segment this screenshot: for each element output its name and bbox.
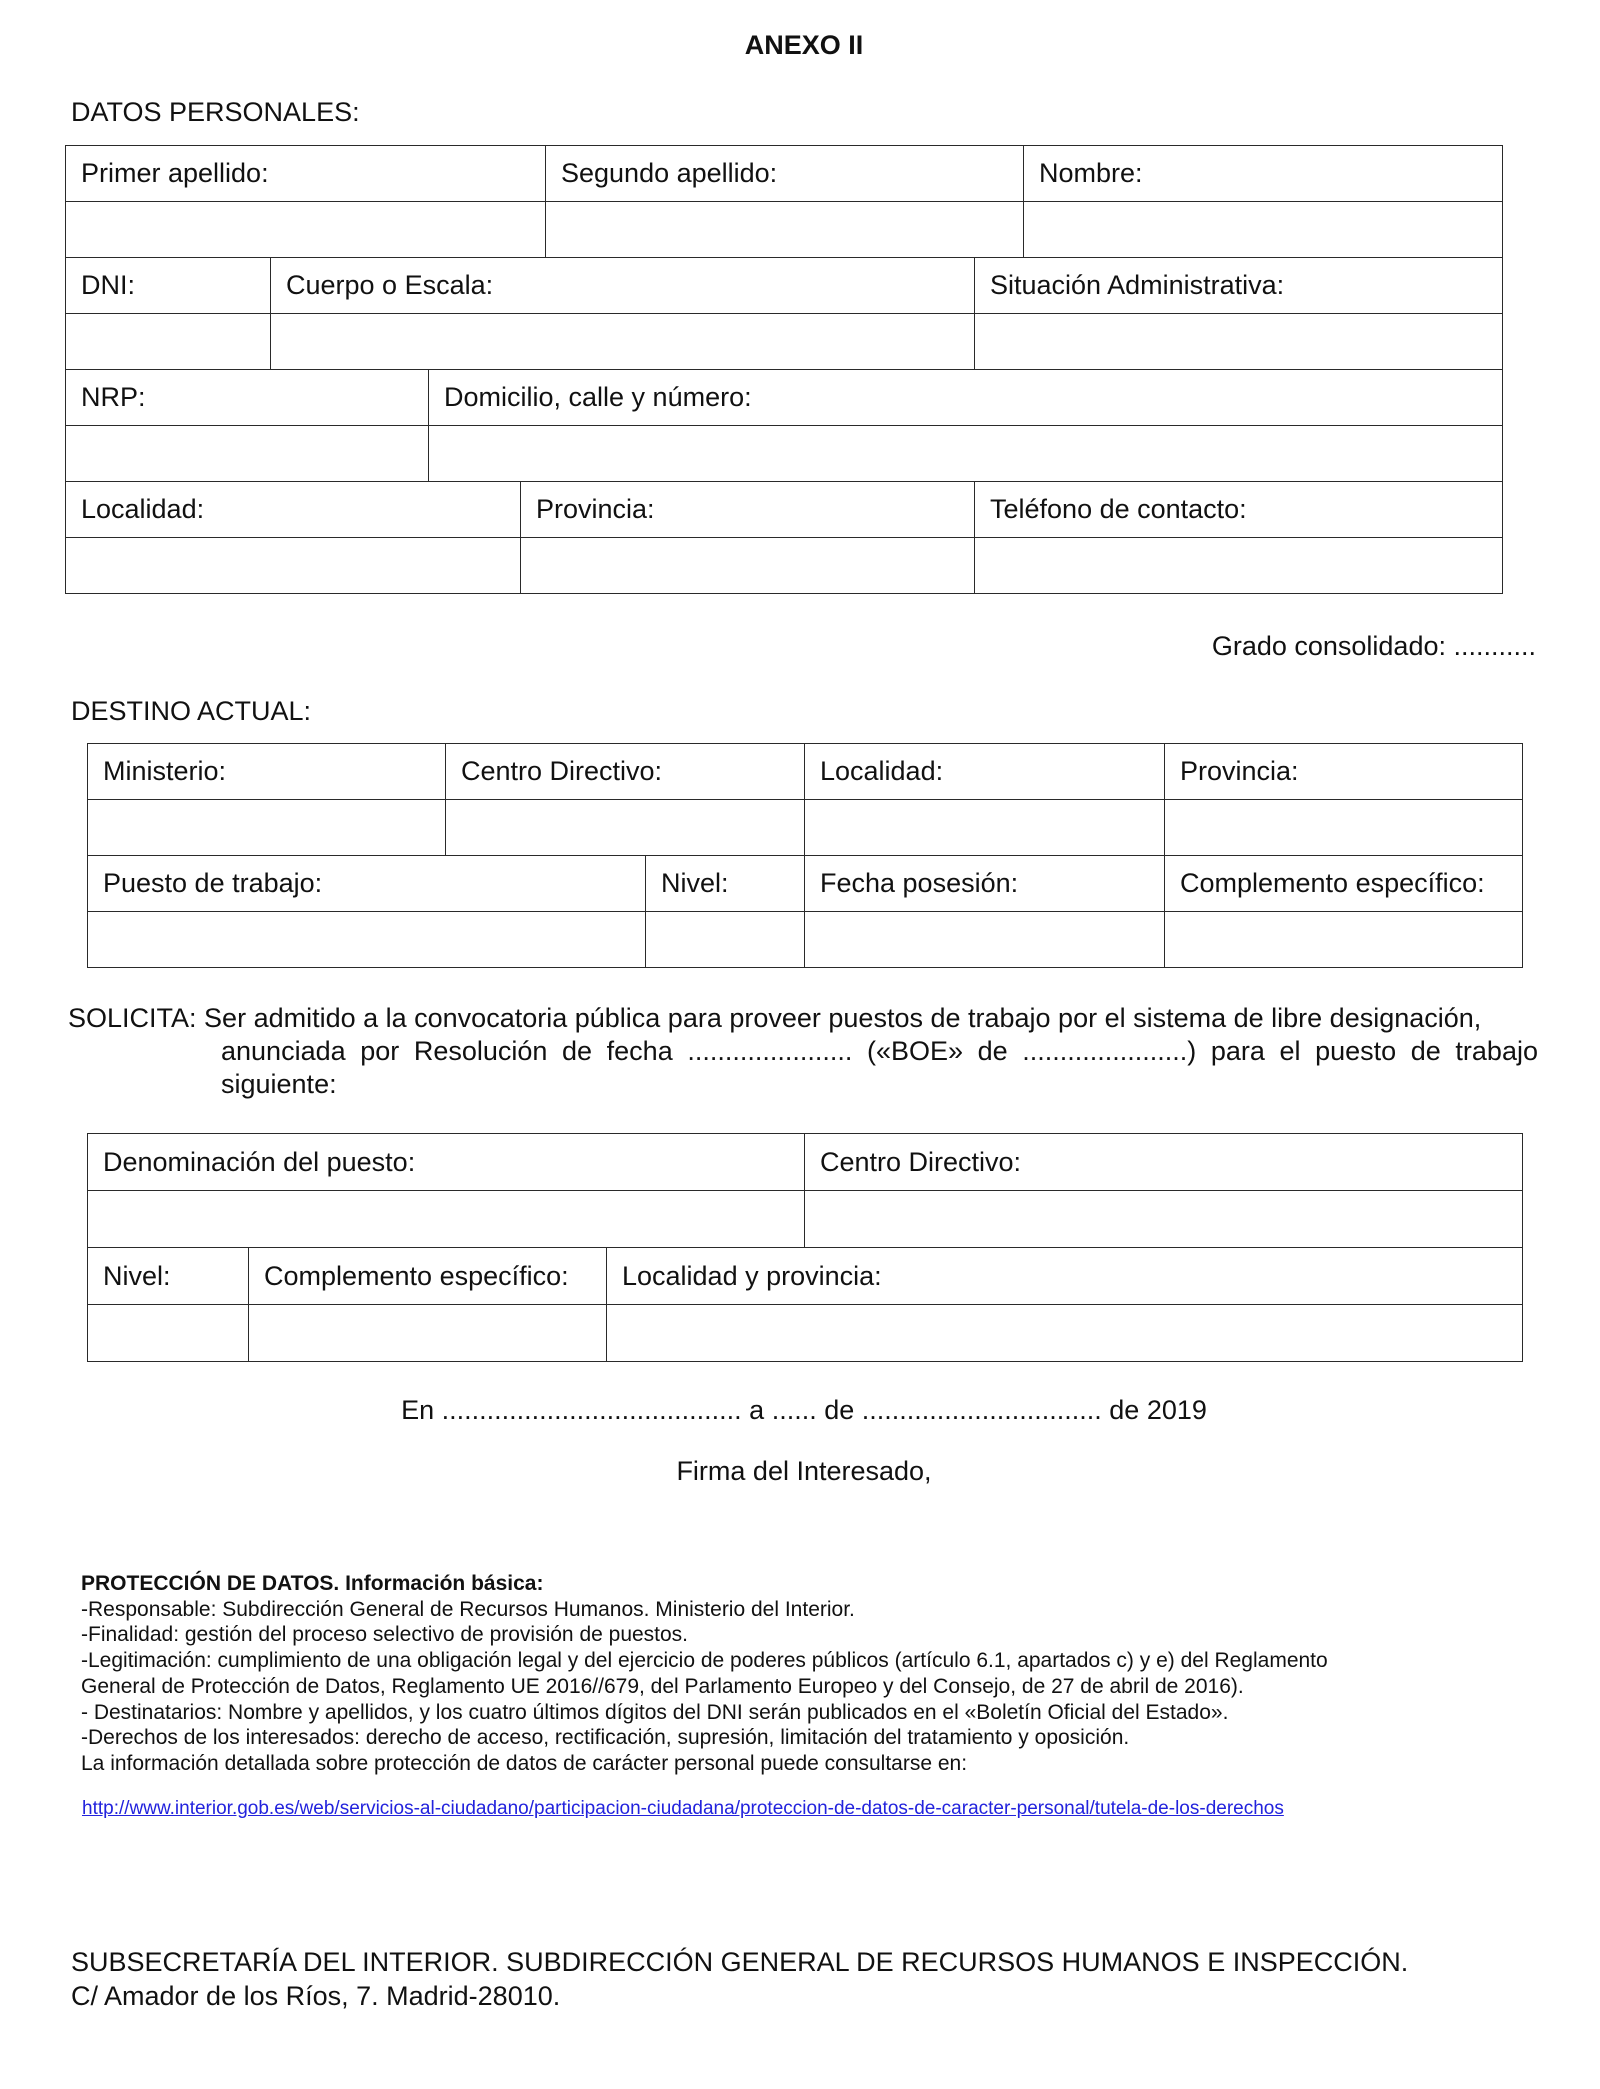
label-domicilio: Domicilio, calle y número:: [429, 370, 1503, 425]
table-row-inputs: [88, 1191, 1523, 1248]
table-row-labels: [88, 744, 1523, 800]
table-row-labels: [66, 146, 1503, 202]
footer-line-2: C/ Amador de los Ríos, 7. Madrid-28010.: [71, 1981, 561, 2011]
label-nivel: Nivel:: [88, 1248, 249, 1304]
proteccion-line: -Legitimación: cumplimiento de una obligación legal y del ejercicio de poderes públicos (artículo 6.1, apartados c) y e) del Reglamento: [81, 1649, 1328, 1673]
proteccion-heading: PROTECCIÓN DE DATOS. Información básica:: [81, 1572, 544, 1595]
centro-directivo-field[interactable]: [446, 800, 805, 855]
solicita-word: Resolución: [413, 1036, 548, 1066]
nombre-field[interactable]: [1024, 202, 1503, 257]
solicita-word: ......................: [687, 1036, 853, 1066]
section-heading-destino-actual: DESTINO ACTUAL:: [71, 696, 312, 726]
solicita-word: («BOE»: [866, 1036, 963, 1066]
solicita-word: de: [977, 1036, 1008, 1066]
solicita-word: trabajo: [1455, 1036, 1538, 1066]
table-row-inputs: [88, 800, 1523, 856]
proteccion-line: -Responsable: Subdirección General de Recursos Humanos. Ministerio del Interior.: [81, 1597, 855, 1621]
proteccion-line: -Derechos de los interesados: derecho de acceso, rectificación, supresión, limitación del tratamiento y oposición.: [81, 1726, 1130, 1750]
solicita-word: fecha: [606, 1036, 673, 1066]
solicita-word: anunciada: [221, 1036, 346, 1066]
solicita-word: ......................): [1022, 1036, 1197, 1066]
localidad-field[interactable]: [805, 800, 1165, 855]
label-primer-apellido: Primer apellido:: [66, 146, 546, 201]
page-title: ANEXO II: [744, 30, 864, 60]
localidad-field[interactable]: [66, 538, 521, 593]
label-dni: DNI:: [66, 258, 271, 313]
nivel-field[interactable]: [88, 1305, 249, 1361]
label-puesto-de-trabajo: Puesto de trabajo:: [88, 856, 646, 911]
fecha-posesion-field[interactable]: [805, 912, 1165, 967]
firma-label: Firma del Interesado,: [676, 1456, 932, 1486]
label-provincia: Provincia:: [521, 482, 975, 537]
grado-consolidado: Grado consolidado: ...........: [1211, 631, 1536, 661]
label-fecha-posesion: Fecha posesión:: [805, 856, 1165, 911]
complemento-especifico-field[interactable]: [1165, 912, 1523, 967]
proteccion-line: La información detallada sobre protección de datos de carácter personal puede consultarse en:: [81, 1751, 968, 1775]
puesto-solicitado-table: [87, 1133, 1523, 1362]
solicita-line-3: siguiente:: [221, 1069, 337, 1099]
solicita-word: el: [1279, 1036, 1301, 1066]
label-complemento-especifico: Complemento específico:: [1165, 856, 1523, 911]
footer-address: [71, 1945, 1408, 2013]
solicita-word: puesto: [1315, 1036, 1397, 1066]
destino-actual-table: [87, 743, 1523, 968]
provincia-field[interactable]: [1165, 800, 1523, 855]
section-heading-datos-personales: DATOS PERSONALES:: [71, 97, 360, 127]
label-nrp: NRP:: [66, 370, 429, 425]
label-nombre: Nombre:: [1024, 146, 1503, 201]
table-row-labels: [66, 482, 1503, 538]
table-row-inputs: [88, 912, 1523, 968]
solicita-word: para: [1210, 1036, 1265, 1066]
puesto-de-trabajo-field[interactable]: [88, 912, 646, 967]
label-centro-directivo: Centro Directivo:: [805, 1134, 1523, 1190]
label-provincia: Provincia:: [1165, 744, 1523, 799]
label-localidad: Localidad:: [805, 744, 1165, 799]
table-row-labels: [88, 1248, 1523, 1305]
label-complemento-especifico: Complemento específico:: [249, 1248, 607, 1304]
proteccion-datos-link[interactable]: http://www.interior.gob.es/web/servicios-al-ciudadano/participacion-ciudadana/proteccion-de-datos-de-caracter-personal/tutela-de-los-derechos: [82, 1798, 1284, 1819]
primer-apellido-field[interactable]: [66, 202, 546, 257]
table-row-labels: [66, 370, 1503, 426]
solicita-word: de: [562, 1036, 593, 1066]
lugar-fecha-line: En ........................................ a ...... de ................................ de 2019: [401, 1395, 1207, 1425]
complemento-especifico-field[interactable]: [249, 1305, 607, 1361]
centro-directivo-field[interactable]: [805, 1191, 1523, 1247]
label-centro-directivo: Centro Directivo:: [446, 744, 805, 799]
label-ministerio: Ministerio:: [88, 744, 446, 799]
label-nivel: Nivel:: [646, 856, 805, 911]
personal-data-table: [65, 145, 1503, 594]
table-row-inputs: [66, 538, 1503, 594]
telefono-field[interactable]: [975, 538, 1503, 593]
label-localidad: Localidad:: [66, 482, 521, 537]
cuerpo-escala-field[interactable]: [271, 314, 975, 369]
solicita-word: de: [1410, 1036, 1441, 1066]
label-cuerpo-escala: Cuerpo o Escala:: [271, 258, 975, 313]
proteccion-datos-block: [81, 1571, 1328, 1777]
table-row-inputs: [66, 426, 1503, 482]
label-segundo-apellido: Segundo apellido:: [546, 146, 1024, 201]
table-row-inputs: [66, 314, 1503, 370]
table-row-inputs: [66, 202, 1503, 258]
label-situacion-administrativa: Situación Administrativa:: [975, 258, 1503, 313]
label-localidad-provincia: Localidad y provincia:: [607, 1248, 1523, 1304]
table-row-labels: [88, 1134, 1523, 1191]
ministerio-field[interactable]: [88, 800, 446, 855]
solicita-keyword: SOLICITA:: [68, 1003, 197, 1033]
localidad-provincia-field[interactable]: [607, 1305, 1523, 1361]
table-row-labels: [66, 258, 1503, 314]
solicita-paragraph: [68, 1002, 1538, 1101]
solicita-line-2: [221, 1035, 1538, 1068]
denominacion-puesto-field[interactable]: [88, 1191, 805, 1247]
nrp-field[interactable]: [66, 426, 429, 481]
label-denominacion-puesto: Denominación del puesto:: [88, 1134, 805, 1190]
provincia-field[interactable]: [521, 538, 975, 593]
nivel-field[interactable]: [646, 912, 805, 967]
solicita-word: por: [360, 1036, 400, 1066]
solicita-line-1: [68, 1002, 1538, 1035]
table-row-inputs: [88, 1305, 1523, 1362]
segundo-apellido-field[interactable]: [546, 202, 1024, 257]
table-row-labels: [88, 856, 1523, 912]
situacion-administrativa-field[interactable]: [975, 314, 1503, 369]
footer-line-1: SUBSECRETARÍA DEL INTERIOR. SUBDIRECCIÓN GENERAL DE RECURSOS HUMANOS E INSPECCIÓN.: [71, 1947, 1409, 1977]
proteccion-line: General de Protección de Datos, Reglamento UE 2016//679, del Parlamento Europeo y del Consejo, de 27 de abril de 2016).: [81, 1674, 1244, 1698]
solicita-text: Ser admitido a la convocatoria pública para proveer puestos de trabajo por el sistema de libre designación,: [204, 1003, 1482, 1033]
domicilio-field[interactable]: [429, 426, 1503, 481]
dni-field[interactable]: [66, 314, 271, 369]
label-telefono: Teléfono de contacto:: [975, 482, 1503, 537]
proteccion-line: - Destinatarios: Nombre y apellidos, y los cuatro últimos dígitos del DNI serán publicados en el «Boletín Oficial del Estado».: [81, 1700, 1229, 1724]
proteccion-line: -Finalidad: gestión del proceso selectivo de provisión de puestos.: [81, 1623, 689, 1647]
